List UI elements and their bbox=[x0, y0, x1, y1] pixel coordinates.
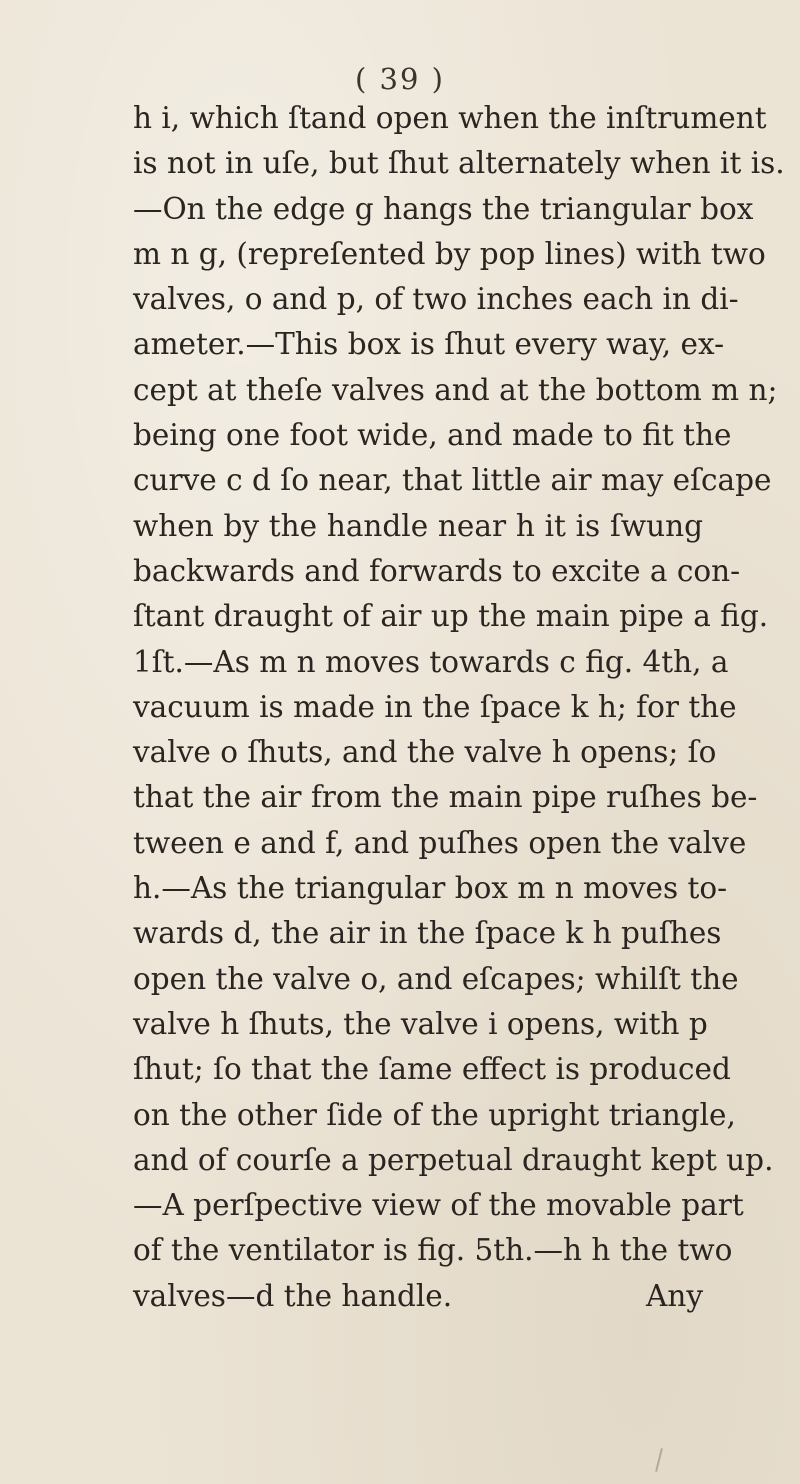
text-line: open the valve o, and eſcapes; whilſt the bbox=[133, 961, 739, 996]
text-line: valves, o and p, of two inches each in di- bbox=[133, 282, 739, 317]
text-line: valve h ſhuts, the valve i opens, with p bbox=[133, 1006, 708, 1041]
text-line: on the other ſide of the upright triangle, bbox=[133, 1097, 736, 1132]
text-line: 1ſt.—As m n moves towards c fig. 4th, a bbox=[133, 644, 729, 679]
last-line-text: valves—d the handle. bbox=[133, 1278, 453, 1313]
text-line: —A perſpective view of the movable part bbox=[133, 1188, 744, 1223]
text-line: is not in uſe, but ſhut alternately when it is. bbox=[133, 146, 785, 181]
text-line: m n g, (repreſented by pop lines) with two bbox=[133, 236, 766, 271]
text-line: of the ventilator is fig. 5th.—h h the two bbox=[133, 1233, 733, 1268]
text-line-final bbox=[133, 1274, 703, 1319]
text-line: ameter.—This box is ſhut every way, ex- bbox=[133, 327, 725, 362]
text-line: and of courſe a perpetual draught kept up. bbox=[133, 1142, 774, 1177]
text-line: backwards and forwards to excite a con- bbox=[133, 553, 741, 588]
text-line: valve o ſhuts, and the valve h opens; ſo bbox=[133, 735, 717, 770]
text-line: h i, which ſtand open when the inſtrument bbox=[133, 101, 767, 135]
text-line: wards d, the air in the ſpace k h puſhes bbox=[133, 916, 722, 951]
text-line: cept at theſe valves and at the bottom m n; bbox=[133, 372, 778, 407]
text-line: when by the handle near h it is ſwung bbox=[133, 508, 703, 543]
body-text bbox=[133, 96, 785, 1319]
text-line: being one foot wide, and made to fit the bbox=[133, 418, 732, 453]
text-line: curve c d ſo near, that little air may eſcape bbox=[133, 463, 772, 498]
text-line: h.—As the triangular box m n moves to- bbox=[133, 871, 728, 906]
text-line: ſhut; ſo that the ſame effect is produced bbox=[133, 1052, 731, 1087]
catchword: Any bbox=[646, 1278, 703, 1313]
text-line: —On the edge g hangs the triangular box bbox=[133, 191, 754, 226]
text-line: that the air from the main pipe ruſhes be- bbox=[133, 780, 758, 815]
text-line: tween e and f, and puſhes open the valve bbox=[133, 825, 747, 860]
paper-mark bbox=[655, 1448, 663, 1472]
text-line: ſtant draught of air up the main pipe a fig. bbox=[133, 599, 769, 634]
page-number: ( 39 ) bbox=[355, 62, 445, 96]
text-line: vacuum is made in the ſpace k h; for the bbox=[133, 689, 737, 724]
